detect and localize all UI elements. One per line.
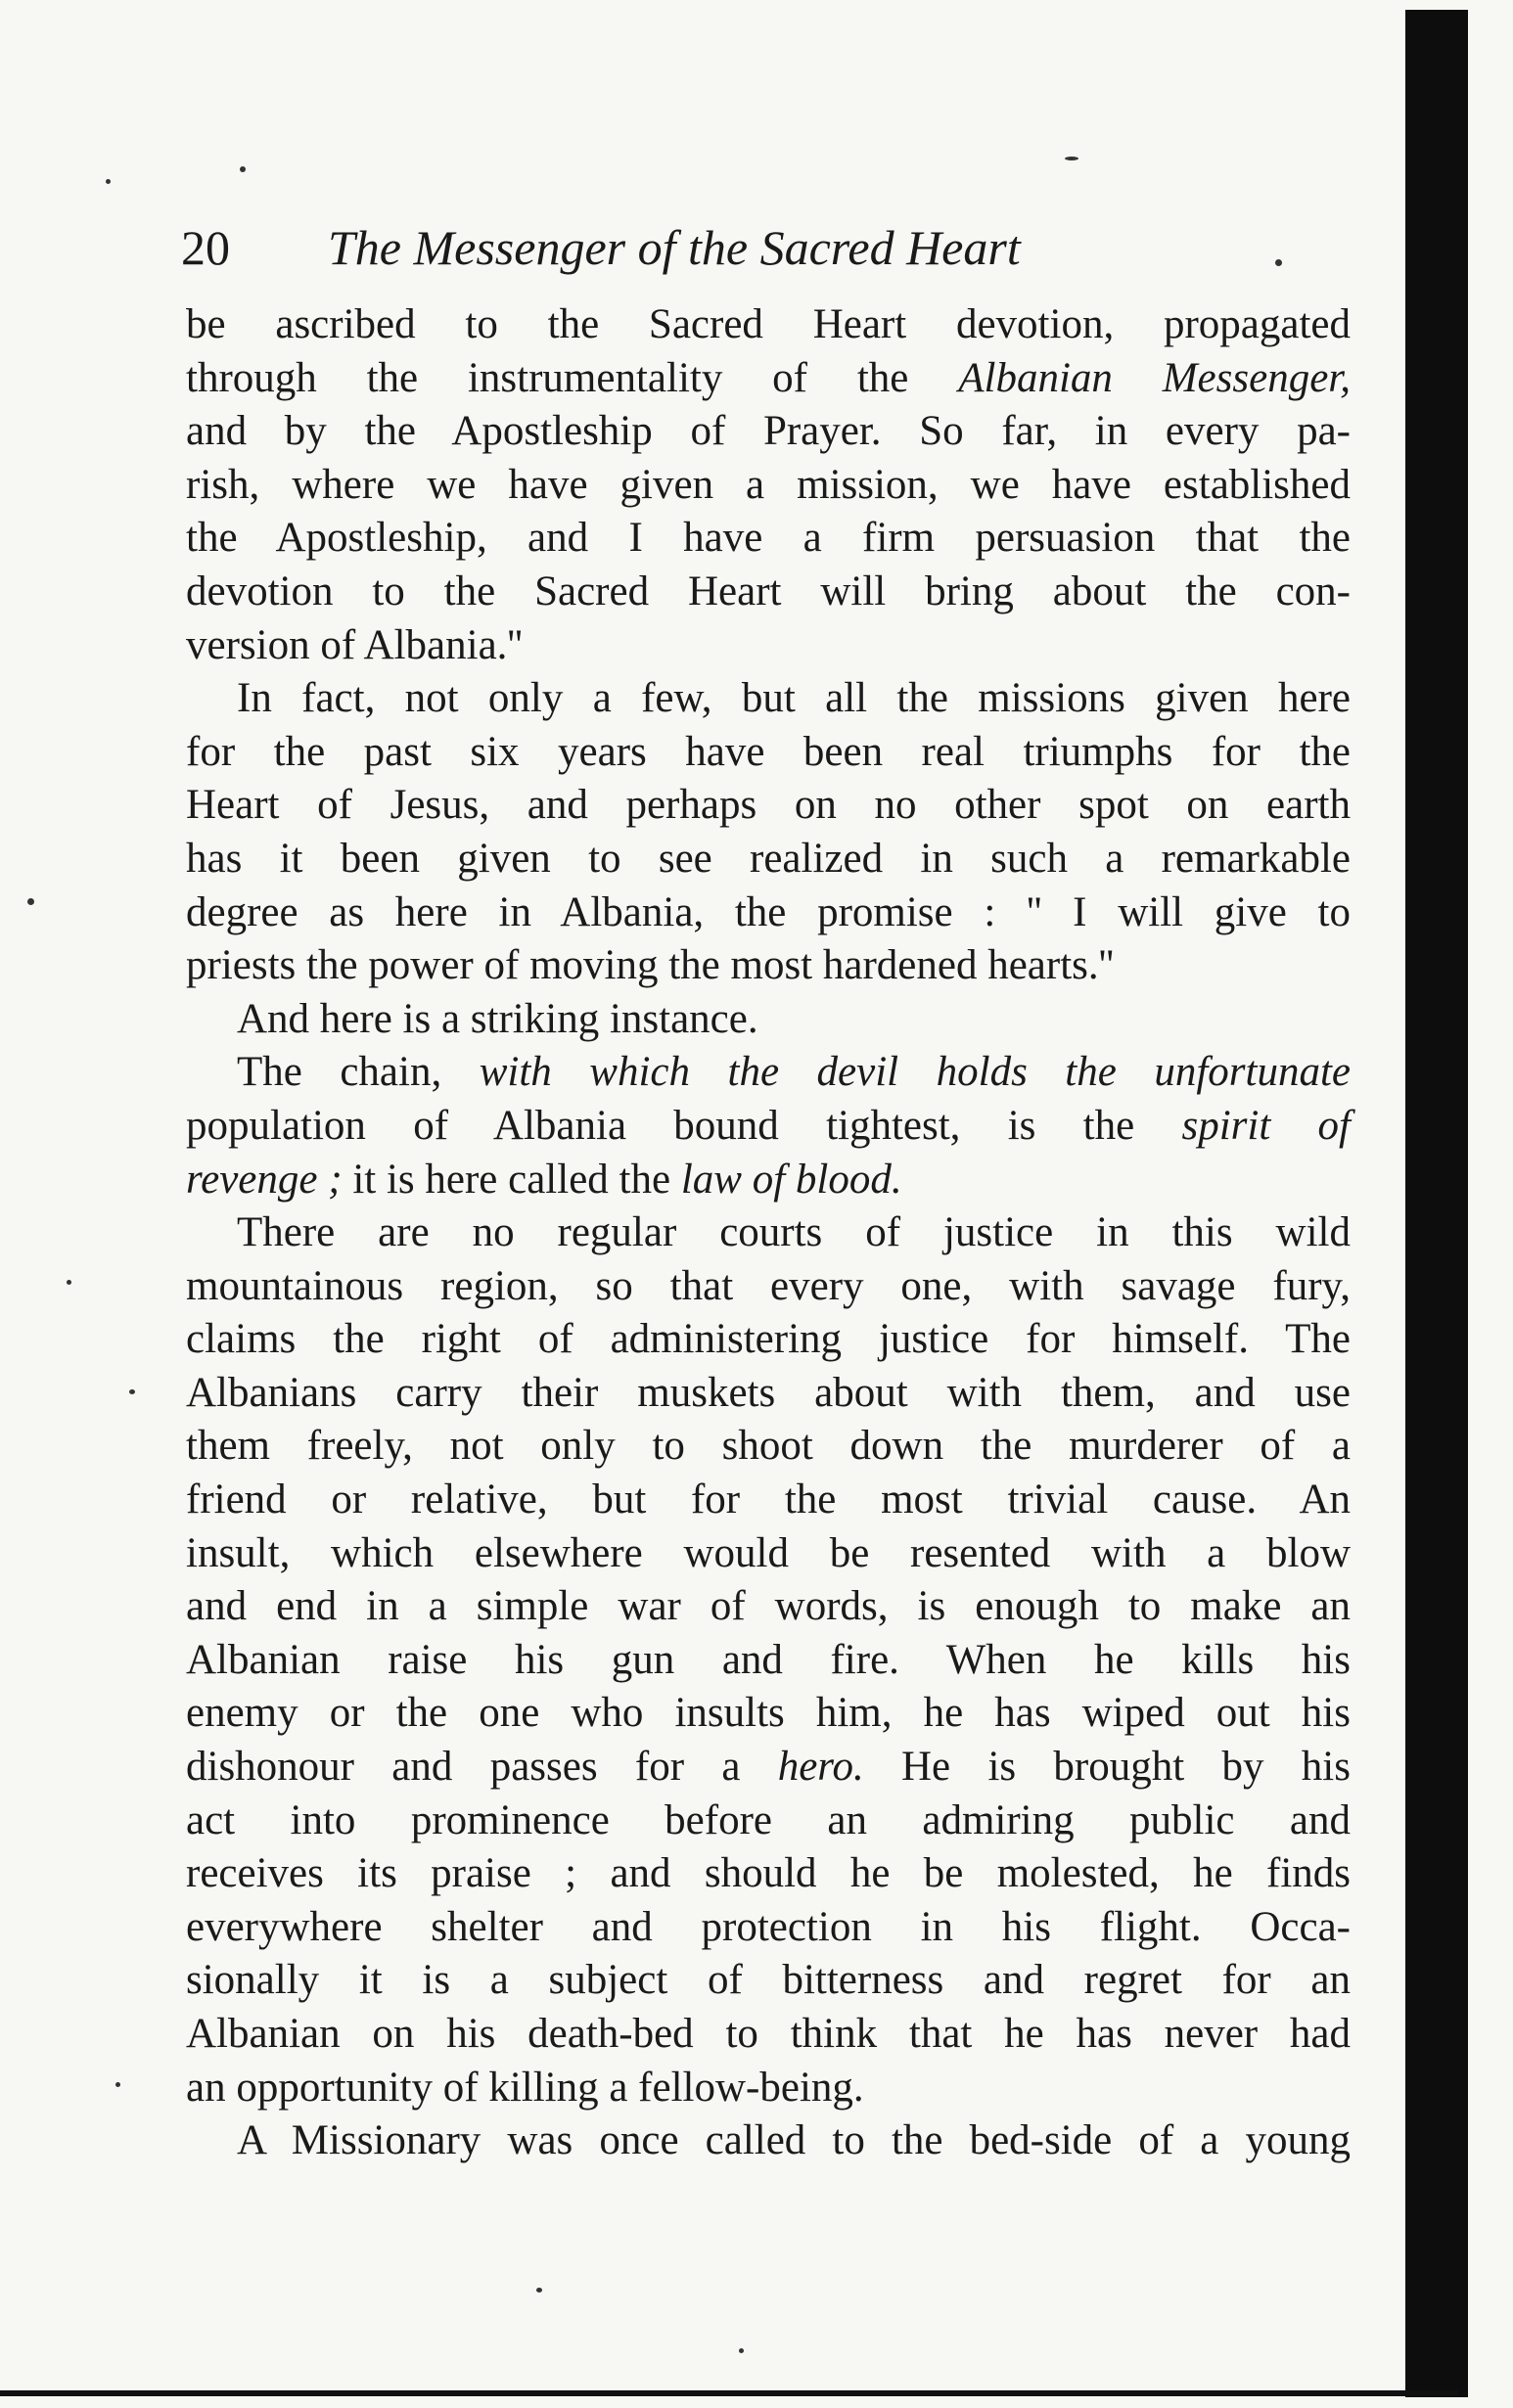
text-segment: mountainous region, so that every one, with savage fury, [186, 1262, 1351, 1309]
page-number: 20 [181, 220, 230, 275]
text-segment: sionally it is a subject of bitterness and regret for an [186, 1957, 1351, 2004]
text-line [186, 726, 1351, 780]
text-line [186, 352, 1351, 406]
italic-text: revenge ; [186, 1156, 343, 1203]
text-line [186, 1954, 1351, 2008]
text-line [186, 619, 1351, 673]
text-line [186, 2062, 1351, 2115]
text-line [186, 993, 1351, 1047]
speck [27, 898, 34, 905]
text-segment: be ascribed to the Sacred Heart devotion, propagated [186, 301, 1351, 347]
text-line [186, 405, 1351, 459]
page-edge-shadow [1405, 10, 1468, 2397]
text-segment: it is here called the [342, 1156, 681, 1203]
italic-text: with which the devil holds the unfortunate [479, 1049, 1351, 1096]
speck [129, 1389, 135, 1394]
text-segment: Albanian on his death-bed to think that he has never had [186, 2011, 1351, 2057]
speck [106, 179, 111, 184]
text-line [186, 512, 1351, 566]
running-header [181, 213, 1355, 282]
text-line [186, 1206, 1351, 1260]
text-segment: an opportunity of killing a fellow-being. [186, 2064, 864, 2111]
text-segment: devotion to the Sacred Heart will bring about the con- [186, 568, 1351, 614]
speck [67, 1280, 71, 1285]
text-segment: act into prominence before an admiring public and [186, 1796, 1351, 1843]
text-line [186, 1100, 1351, 1154]
text-line [186, 886, 1351, 940]
text-segment: for the past six years have been real triumphs for the [186, 728, 1351, 775]
text-line [186, 1260, 1351, 1314]
text-segment: population of Albania bound tightest, is the [186, 1102, 1182, 1149]
text-line [186, 1687, 1351, 1741]
italic-text: hero. [777, 1744, 864, 1791]
text-line [186, 1527, 1351, 1581]
text-line [186, 2008, 1351, 2062]
speck [115, 2082, 120, 2087]
text-line [186, 779, 1351, 833]
text-segment: has it been given to see realized in such a remarkable [186, 835, 1351, 882]
text-line [186, 1901, 1351, 1955]
speck [240, 166, 246, 172]
text-segment: And here is a striking instance. [237, 995, 758, 1042]
text-segment: Albanians carry their muskets about with them, and use [186, 1369, 1351, 1416]
text-segment: them freely, not only to shoot down the murderer of a [186, 1423, 1351, 1470]
bottom-edge-line [0, 2390, 1458, 2396]
text-line [186, 833, 1351, 886]
text-line [186, 939, 1351, 993]
text-segment: degree as here in Albania, the promise : '' I will give to [186, 888, 1351, 935]
text-line [186, 1847, 1351, 1901]
text-line [186, 1580, 1351, 1634]
text-line [186, 566, 1351, 619]
italic-text: law of blood. [680, 1156, 902, 1203]
italic-text: Albanian Messenger, [958, 354, 1351, 401]
speck [739, 2348, 744, 2353]
text-line [186, 298, 1351, 352]
body-text [186, 298, 1351, 2168]
text-segment: claims the right of administering justice for himself. The [186, 1316, 1351, 1363]
text-segment: friend or relative, but for the most trivial cause. An [186, 1477, 1351, 1523]
text-segment: Albanian raise his gun and fire. When he kills his [186, 1636, 1351, 1683]
text-segment: The chain, [237, 1049, 480, 1096]
speck [536, 2288, 542, 2293]
text-segment: receives its praise ; and should he be molested, he finds [186, 1850, 1351, 1897]
text-line [186, 1420, 1351, 1474]
text-segment: enemy or the one who insults him, he has wiped out his [186, 1690, 1351, 1737]
text-line [186, 1046, 1351, 1100]
text-segment: and end in a simple war of words, is enough to make an [186, 1583, 1351, 1630]
text-segment: and by the Apostleship of Prayer. So far, in every pa- [186, 408, 1351, 455]
text-segment: rish, where we have given a mission, we have established [186, 461, 1351, 508]
italic-text: spirit of [1181, 1102, 1351, 1149]
text-segment: the Apostleship, and I have a firm persuasion that the [186, 515, 1351, 562]
text-line [186, 459, 1351, 513]
text-line [186, 1634, 1351, 1688]
text-line [186, 672, 1351, 726]
text-segment: everywhere shelter and protection in his flight. Occa- [186, 1903, 1351, 1950]
text-line [186, 1367, 1351, 1421]
text-segment: He is brought by his [863, 1744, 1351, 1791]
text-line [186, 1313, 1351, 1367]
text-segment: There are no regular courts of justice in this wild [237, 1209, 1351, 1256]
running-title: The Messenger of the Sacred Heart [328, 220, 1021, 275]
text-segment: dishonour and passes for a [186, 1744, 778, 1791]
text-segment: In fact, not only a few, but all the missions given here [237, 675, 1351, 722]
text-segment: version of Albania.'' [186, 621, 523, 668]
text-segment: Heart of Jesus, and perhaps on no other spot on earth [186, 782, 1351, 829]
text-segment: A Missionary was once called to the bed-side of a young [237, 2117, 1351, 2164]
text-line [186, 1795, 1351, 1848]
text-segment: priests the power of moving the most hardened hearts.'' [186, 942, 1115, 989]
speck [1065, 157, 1078, 160]
text-line [186, 1741, 1351, 1795]
text-segment: insult, which elsewhere would be resented with a blow [186, 1529, 1351, 1576]
text-line [186, 1154, 1351, 1207]
text-line [186, 1474, 1351, 1527]
text-line [186, 2114, 1351, 2168]
text-segment: through the instrumentality of the [186, 354, 959, 401]
